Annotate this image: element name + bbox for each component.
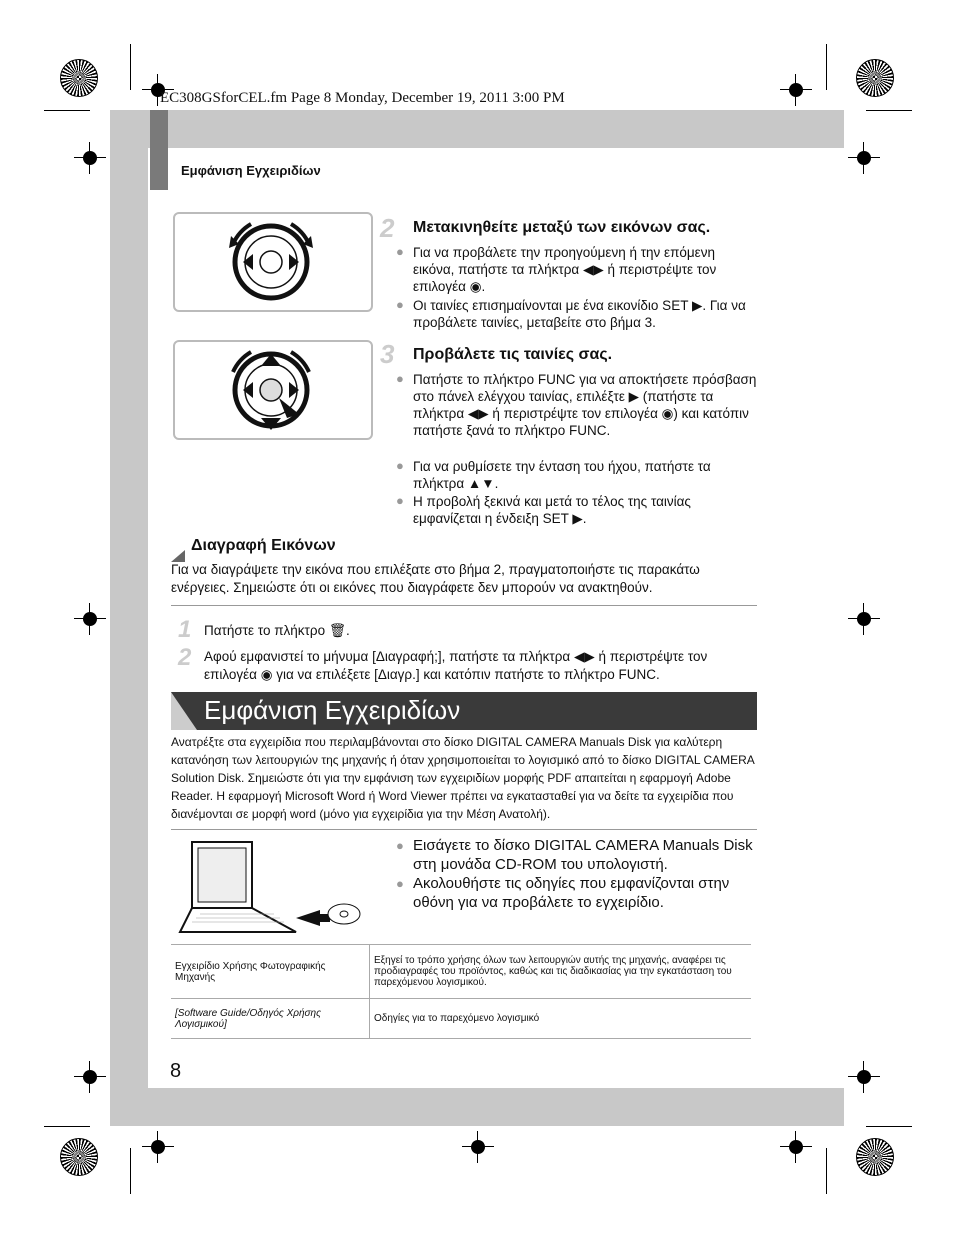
control-dial-illustration [173, 340, 373, 440]
bullet-icon: ● [396, 371, 404, 386]
page-margin-bottom [148, 1088, 844, 1126]
crop-mark [826, 44, 827, 90]
table-row [171, 999, 751, 1039]
page-margin-top [148, 110, 844, 148]
step-title: Μετακινηθείτε μεταξύ των εικόνων σας. [413, 219, 711, 236]
crop-mark [130, 44, 131, 90]
bullet-text: Οι ταινίες επισημαίνονται με ένα εικονίδιο SET ▶. Για να προβάλετε ταινίες, μεταβείτε στο βήμα 3. [413, 298, 746, 330]
table-cell-desc: Εξηγεί το τρόπο χρήσης όλων των λειτουργιών αυτής της μηχανής, αναφέρει τις προδιαγραφές του προϊόντος, καθώς και τις διαδικασίας για την εγκατάσταση του παρεχόμενου λογισμικού. [370, 945, 752, 999]
crosshair-icon [142, 1131, 174, 1163]
bullet-text: Η προβολή ξεκινά και μετά το τέλος της ταινίας εμφανίζεται η ένδειξη SET ▶. [413, 494, 691, 526]
crosshair-icon [780, 1131, 812, 1163]
registration-sunburst-icon [60, 59, 98, 97]
crop-mark [826, 1148, 827, 1194]
registration-sunburst-icon [60, 1138, 98, 1176]
delete-heading: Διαγραφή Εικόνων [191, 537, 336, 554]
crop-mark [866, 110, 912, 111]
step-title: Προβάλετε τις ταινίες σας. [413, 346, 613, 363]
control-dial-icon [175, 214, 371, 310]
title-bar-accent [171, 692, 197, 730]
section-label: Εμφάνιση Εγχειριδίων [181, 163, 321, 178]
bullet-icon: ● [396, 458, 404, 473]
section-tab [150, 110, 168, 190]
table-cell-name: Εγχειρίδιο Χρήσης Φωτογραφικής Μηχανής [171, 945, 370, 999]
bullet-icon: ● [396, 297, 404, 312]
crop-mark [44, 110, 90, 111]
bullet-icon: ● [396, 876, 404, 891]
bullet-icon: ● [396, 493, 404, 508]
registration-sunburst-icon [856, 59, 894, 97]
page-number: 8 [170, 1060, 182, 1082]
bullet-text: Πατήστε το πλήκτρο FUNC για να αποκτήσετε πρόσβαση στο πάνελ ελέγχου ταινίας, επιλέξτε ▶ (πατήστε τα πλήκτρα ◀▶ ή περιστρέψτε τον επιλογέα ◉) και κατόπιν πατήστε ξανά το πλήκτρο FUNC. [413, 372, 757, 438]
step-number: 1 [178, 616, 192, 643]
divider [171, 605, 757, 606]
crop-mark [130, 1148, 131, 1194]
table-row [171, 945, 751, 999]
bullet-text: Για να προβάλετε την προηγούμενη ή την επόμενη εικόνα, πατήστε τα πλήκτρα ◀▶ ή περιστρέψτε τον επιλογέα ◉. [413, 245, 717, 294]
crosshair-icon [74, 603, 106, 635]
delete-step-text: Πατήστε το πλήκτρο 🗑. [204, 623, 350, 638]
page-margin-left [110, 110, 148, 1126]
step-number: 2 [178, 644, 192, 671]
crosshair-icon [74, 142, 106, 174]
bullet-text: Εισάγετε το δίσκο DIGITAL CAMERA Manuals Disk στη μονάδα CD-ROM του υπολογιστή. [413, 837, 753, 873]
crosshair-icon [848, 603, 880, 635]
step-number: 3 [380, 339, 395, 369]
delete-step-text: Αφού εμφανιστεί το μήνυμα [Διαγραφή;], πατήστε τα πλήκτρα ◀▶ ή περιστρέψτε τον επιλογέα ◉ για να επιλέξετε [Διαγρ.] και κατόπιν πατήστε το πλήκτρο FUNC. [204, 649, 708, 682]
crosshair-icon [462, 1131, 494, 1163]
crosshair-icon [848, 142, 880, 174]
control-dial-illustration [173, 212, 373, 312]
manuals-table [171, 944, 751, 1039]
crosshair-icon [74, 1061, 106, 1093]
crosshair-icon [848, 1061, 880, 1093]
table-cell-name: [Software Guide/Οδηγός Χρήσης Λογισμικού] [171, 999, 370, 1039]
step-number: 2 [380, 213, 395, 243]
bullet-text: Για να ρυθμίσετε την ένταση του ήχου, πατήστε τα πλήκτρα ▲▼. [413, 459, 711, 491]
bullet-icon: ● [396, 244, 404, 259]
control-dial-func-icon [175, 342, 371, 438]
delete-intro: Για να διαγράψετε την εικόνα που επιλέξατε στο βήμα 2, πραγματοποιήστε τις παρακάτω ενέργειες. Σημειώστε ότι οι εικόνες που διαγράφετε δεν μπορούν να ανακτηθούν. [171, 562, 700, 595]
section-title: Εμφάνιση Εγχειριδίων [204, 695, 461, 725]
crosshair-icon [780, 74, 812, 106]
divider [171, 829, 757, 830]
registration-sunburst-icon [856, 1138, 894, 1176]
laptop-cd-illustration [178, 840, 368, 935]
table-cell-desc: Οδηγίες για το παρεχόμενο λογισμικό [370, 999, 752, 1039]
crop-mark [866, 1126, 912, 1127]
manuals-intro: Ανατρέξτε στα εγχειρίδια που περιλαμβάνονται στο δίσκο DIGITAL CAMERA Manuals Disk για καλύτερη κατανόηση των λειτουργιών της μηχανής ή όταν χρησιμοποιείται το λογισμικό από το δίσκο DIGITAL CAMERA Solution Disk. Σημειώστε ότι για την εμφάνιση των εγχειριδίων μορφής PDF απαιτείται η εφαρμογή Adobe Reader. Η εφαρμογή Microsoft Word ή Word Viewer πρέπει να εγκατασταθεί για να δείτε τα εγχειρίδια που διανέμονται σε μορφή word (μόνο για εγχειρίδια για την Μέση Ανατολή). [171, 735, 755, 821]
crop-mark [44, 1126, 90, 1127]
bullet-text: Ακολουθήστε τις οδηγίες που εμφανίζονται στην οθόνη για να προβάλετε το εγχειρίδιο. [413, 875, 730, 911]
bullet-icon: ● [396, 838, 404, 853]
file-header: EC308GSforCEL.fm Page 8 Monday, December 19, 2011 3:00 PM [160, 90, 565, 106]
